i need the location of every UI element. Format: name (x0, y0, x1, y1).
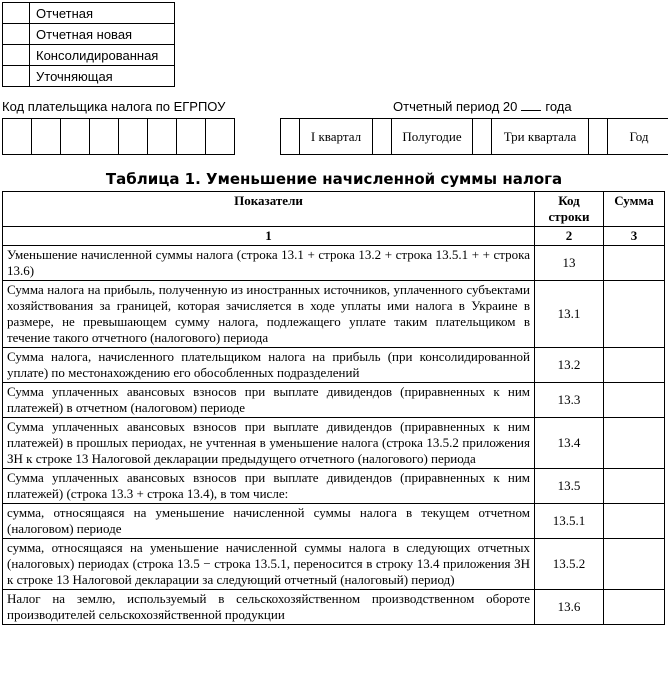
sum-cell[interactable] (604, 383, 665, 418)
sum-cell[interactable] (604, 539, 665, 590)
period-label (393, 99, 572, 114)
row-text: Налог на землю, используемый в сельскохозяйственном производственном обороте производителей сельскохозяйственной продукции (3, 590, 535, 625)
row-text: сумма, относящаяся на уменьшение начисленной суммы налога в текущем отчетном (налоговом) периоде (3, 504, 535, 539)
row-code: 13.5.1 (535, 504, 604, 539)
sum-cell[interactable] (604, 281, 665, 348)
header-indicators: Показатели (3, 192, 535, 227)
edrpou-digit-cell[interactable] (61, 119, 90, 154)
sum-cell[interactable] (604, 246, 665, 281)
row-text: Уменьшение начисленной суммы налога (строка 13.1 + строка 13.2 + строка 13.5.1 + + строка 13.6) (3, 246, 535, 281)
header-sum: Сумма (604, 192, 665, 227)
year-blank[interactable] (521, 110, 541, 111)
header-num-1: 1 (3, 227, 535, 246)
header-num-2: 2 (535, 227, 604, 246)
sum-cell[interactable] (604, 590, 665, 625)
sum-cell[interactable] (604, 469, 665, 504)
sum-cell[interactable] (604, 418, 665, 469)
edrpou-digit-cell[interactable] (32, 119, 61, 154)
period-checkbox[interactable] (281, 119, 300, 154)
table-row (3, 504, 665, 539)
edrpou-digit-cell[interactable] (148, 119, 177, 154)
sum-cell[interactable] (604, 348, 665, 383)
tax-reduction-table (2, 191, 665, 625)
table-row (3, 348, 665, 383)
table-title: Таблица 1. Уменьшение начисленной суммы налога (105, 170, 563, 188)
period-checkbox[interactable] (589, 119, 608, 154)
report-type-box (2, 2, 175, 87)
row-text: Сумма уплаченных авансовых взносов при выплате дивидендов (приравненных к ним платежей) в прошлых периодах, не учтенная в уменьшение налога (строка 13.5.2 приложения ЗН к строке 13 Налоговой декларации предыдущего отчетного (налогового) периода (3, 418, 535, 469)
report-type-label: Отчетная новая (30, 24, 175, 45)
edrpou-digit-cell[interactable] (90, 119, 119, 154)
report-type-checkbox[interactable] (3, 24, 30, 45)
table-row (3, 418, 665, 469)
report-type-checkbox[interactable] (3, 3, 30, 24)
row-code: 13.5.2 (535, 539, 604, 590)
row-code: 13.2 (535, 348, 604, 383)
edrpou-label: Код плательщика налога по ЕГРПОУ (2, 99, 226, 114)
period-option-year: Год (629, 128, 649, 144)
report-type-checkbox[interactable] (3, 66, 30, 87)
period-option-9m: Три квартала (492, 119, 589, 154)
row-code: 13.5 (535, 469, 604, 504)
table-row (3, 383, 665, 418)
sum-cell[interactable] (604, 504, 665, 539)
period-checkbox[interactable] (473, 119, 492, 154)
row-code: 13.3 (535, 383, 604, 418)
row-code: 13 (535, 246, 604, 281)
row-text: Сумма налога, начисленного плательщиком налога на прибыль (при консолидированной уплате) по местонахождению его обособленных подразделений (3, 348, 535, 383)
table-row (3, 469, 665, 504)
report-type-label: Консолидированная (30, 45, 175, 66)
edrpou-digit-cell[interactable] (3, 119, 32, 154)
period-label-prefix: Отчетный период 20 (393, 99, 518, 114)
edrpou-digit-cell[interactable] (177, 119, 206, 154)
table-row (3, 590, 665, 625)
row-code: 13.1 (535, 281, 604, 348)
row-text: Сумма уплаченных авансовых взносов при выплате дивидендов (приравненных к ним платежей) в отчетном (налоговом) периоде (3, 383, 535, 418)
header-num-3: 3 (604, 227, 665, 246)
period-option-q1: I квартал (300, 119, 373, 154)
period-selector (280, 118, 668, 155)
row-text: сумма, относящаяся на уменьшение начисленной суммы налога в следующих отчетных (налоговых) периодах (строка 13.5 − строка 13.5.1, переносится в строку 13.4 приложения ЗН к строке 13 Налоговой декларации за следующий отчетный (налоговый) период) (3, 539, 535, 590)
report-type-label: Уточняющая (30, 66, 175, 87)
table-row (3, 246, 665, 281)
edrpou-code-cells[interactable] (2, 118, 235, 155)
period-option-half: Полугодие (392, 119, 473, 154)
row-text: Сумма налога на прибыль, полученную из иностранных источников, уплаченного субъектами хозяйствования за границей, которая зачисляется в ходе уплаты ими налога в Украине в размере, не превышающем сумму налога, подлежащего уплате таким плательщиком в течение такого отчетного (налогового) периода (3, 281, 535, 348)
header-code: Код строки (535, 192, 604, 227)
edrpou-digit-cell[interactable] (119, 119, 148, 154)
row-text: Сумма уплаченных авансовых взносов при выплате дивидендов (приравненных к ним платежей) (строка 13.3 + строка 13.4), в том числе: (3, 469, 535, 504)
table-row (3, 281, 665, 348)
table-row (3, 539, 665, 590)
report-type-label: Отчетная (30, 3, 175, 24)
row-code: 13.6 (535, 590, 604, 625)
period-checkbox[interactable] (373, 119, 392, 154)
edrpou-digit-cell[interactable] (206, 119, 235, 154)
report-type-checkbox[interactable] (3, 45, 30, 66)
row-code: 13.4 (535, 418, 604, 469)
period-label-suffix: года (545, 99, 572, 114)
